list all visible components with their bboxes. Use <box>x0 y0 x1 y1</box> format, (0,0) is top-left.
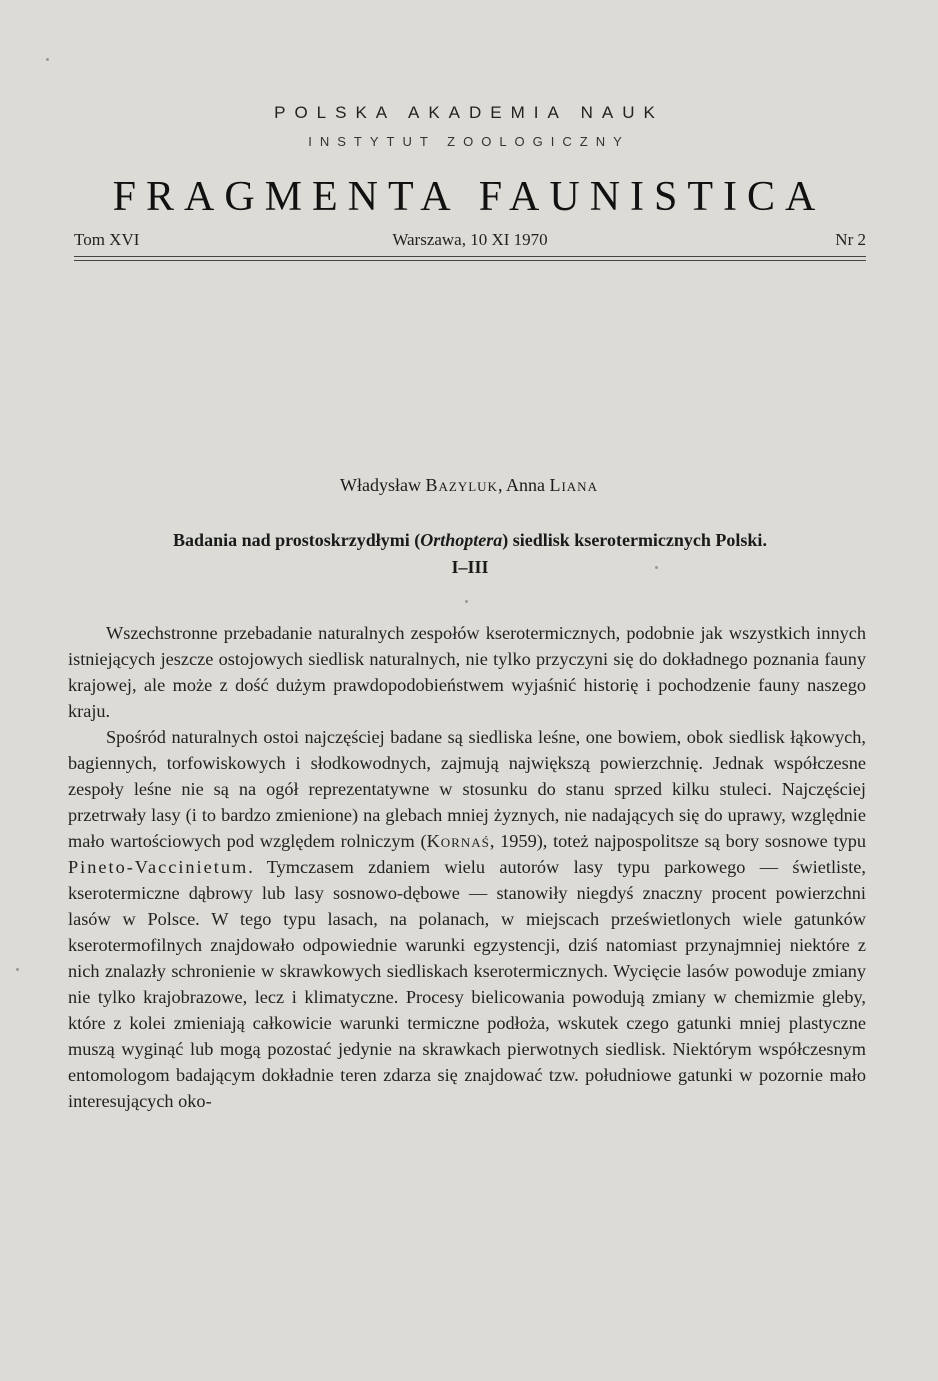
academy-name: POLSKA AKADEMIA NAUK <box>274 103 664 122</box>
author1-first-name: Władysław <box>340 475 421 495</box>
issue-date: Warszawa, 10 XI 1970 <box>392 230 548 249</box>
header-rule-top <box>74 256 866 257</box>
paragraph-2-text-a: Spośród naturalnych ostoi najczęściej badane są siedliska leśne, one bowiem, obok siedlisk łąkowych, bagiennych, torfowiskowych i słodkowodnych, zajmują największą powierzchnię. Jednak współczesne zespoły leśne nie są na ogół reprezentatywne w stosunku do stanu sprzed kilku stuleci. Najczęściej przetrwały lasy (i to bardzo zmienione) na glebach mniej żyznych, nie nadających się do uprawy, względnie mało wartościowych pod względem rolniczym ( <box>68 727 866 851</box>
author2-first-name: Anna <box>505 475 545 495</box>
institute-name: INSTYTUT ZOOLOGICZNY <box>308 134 630 149</box>
title-taxon: Orthoptera <box>420 530 503 550</box>
association-name: Pineto-Vaccinietum <box>68 857 249 877</box>
article-title <box>74 527 866 581</box>
paper-speck <box>465 600 468 603</box>
paragraph-2-text-c: . Tymczasem zdaniem wielu autorów lasy typu parkowego — świetliste, kserotermiczne dąbrowy lub lasy sosnowo-dębowe — stanowiły niegdyś znaczny procent powierzchni lasów w Polsce. W tego typu lasach, na polanach, w miejscach prześwietlonych wiele gatunków kserotermofilnych znajdowało odpowiednie warunki egzystencji, dziś natomiast przynajmniej niektóre z nich znalazły schronienie w skrawkowych siedliskach kserotermicznych. Wycięcie lasów powoduje zmiany nie tylko krajobrazowe, lecz i klimatyczne. Procesy bielicowania powodują zmiany w chemizmie gleby, które z kolei zmieniają całkowicie warunki termiczne podłoża, wskutek czego gatunki mniej plastyczne muszą wyginąć lub mogą pozostać jedynie na skrawkach pierwotnych siedlisk. Niektórym współczesnym entomologom badającym dokładnie teren zdarza się znajdować tzw. południowe gatunki w pozornie mało interesujących oko- <box>68 857 866 1111</box>
paper-speck <box>16 968 19 971</box>
paper-speck <box>655 566 658 569</box>
author1-surname: Bazyluk <box>425 475 498 495</box>
paragraph-2 <box>68 724 866 1114</box>
issue-number: Nr 2 <box>835 230 866 249</box>
article-body <box>68 620 866 1114</box>
journal-title: FRAGMENTA FAUNISTICA <box>112 174 826 220</box>
paragraph-1: Wszechstronne przebadanie naturalnych zespołów kserotermicznych, podobnie jak wszystkich innych istniejących jeszcze ostojowych siedlisk naturalnych, nie tylko przyczyni się do dokładnego poznania fauny krajowej, ale może z dość dużym prawdopodobieństwem wyjaśnić historię i pochodzenie fauny naszego kraju. <box>68 623 866 721</box>
paragraph-2-text-b: , 1959), toteż najpospolitsze są bory sosnowe typu <box>489 831 867 851</box>
paper-speck <box>46 58 49 61</box>
title-text-end: ) siedlisk kserotermicznych Polski. <box>502 530 767 550</box>
title-line-1 <box>74 527 866 554</box>
title-line-2: I–III <box>451 557 489 577</box>
volume-label: Tom XVI <box>74 230 140 249</box>
author2-surname: Liana <box>549 475 598 495</box>
header-rule-bottom <box>74 260 866 261</box>
author-separator: , <box>497 475 503 495</box>
article-authors <box>0 475 938 496</box>
title-text-start: Badania nad prostoskrzydłymi ( <box>173 530 421 550</box>
citation-author: Kornaś <box>426 831 490 851</box>
